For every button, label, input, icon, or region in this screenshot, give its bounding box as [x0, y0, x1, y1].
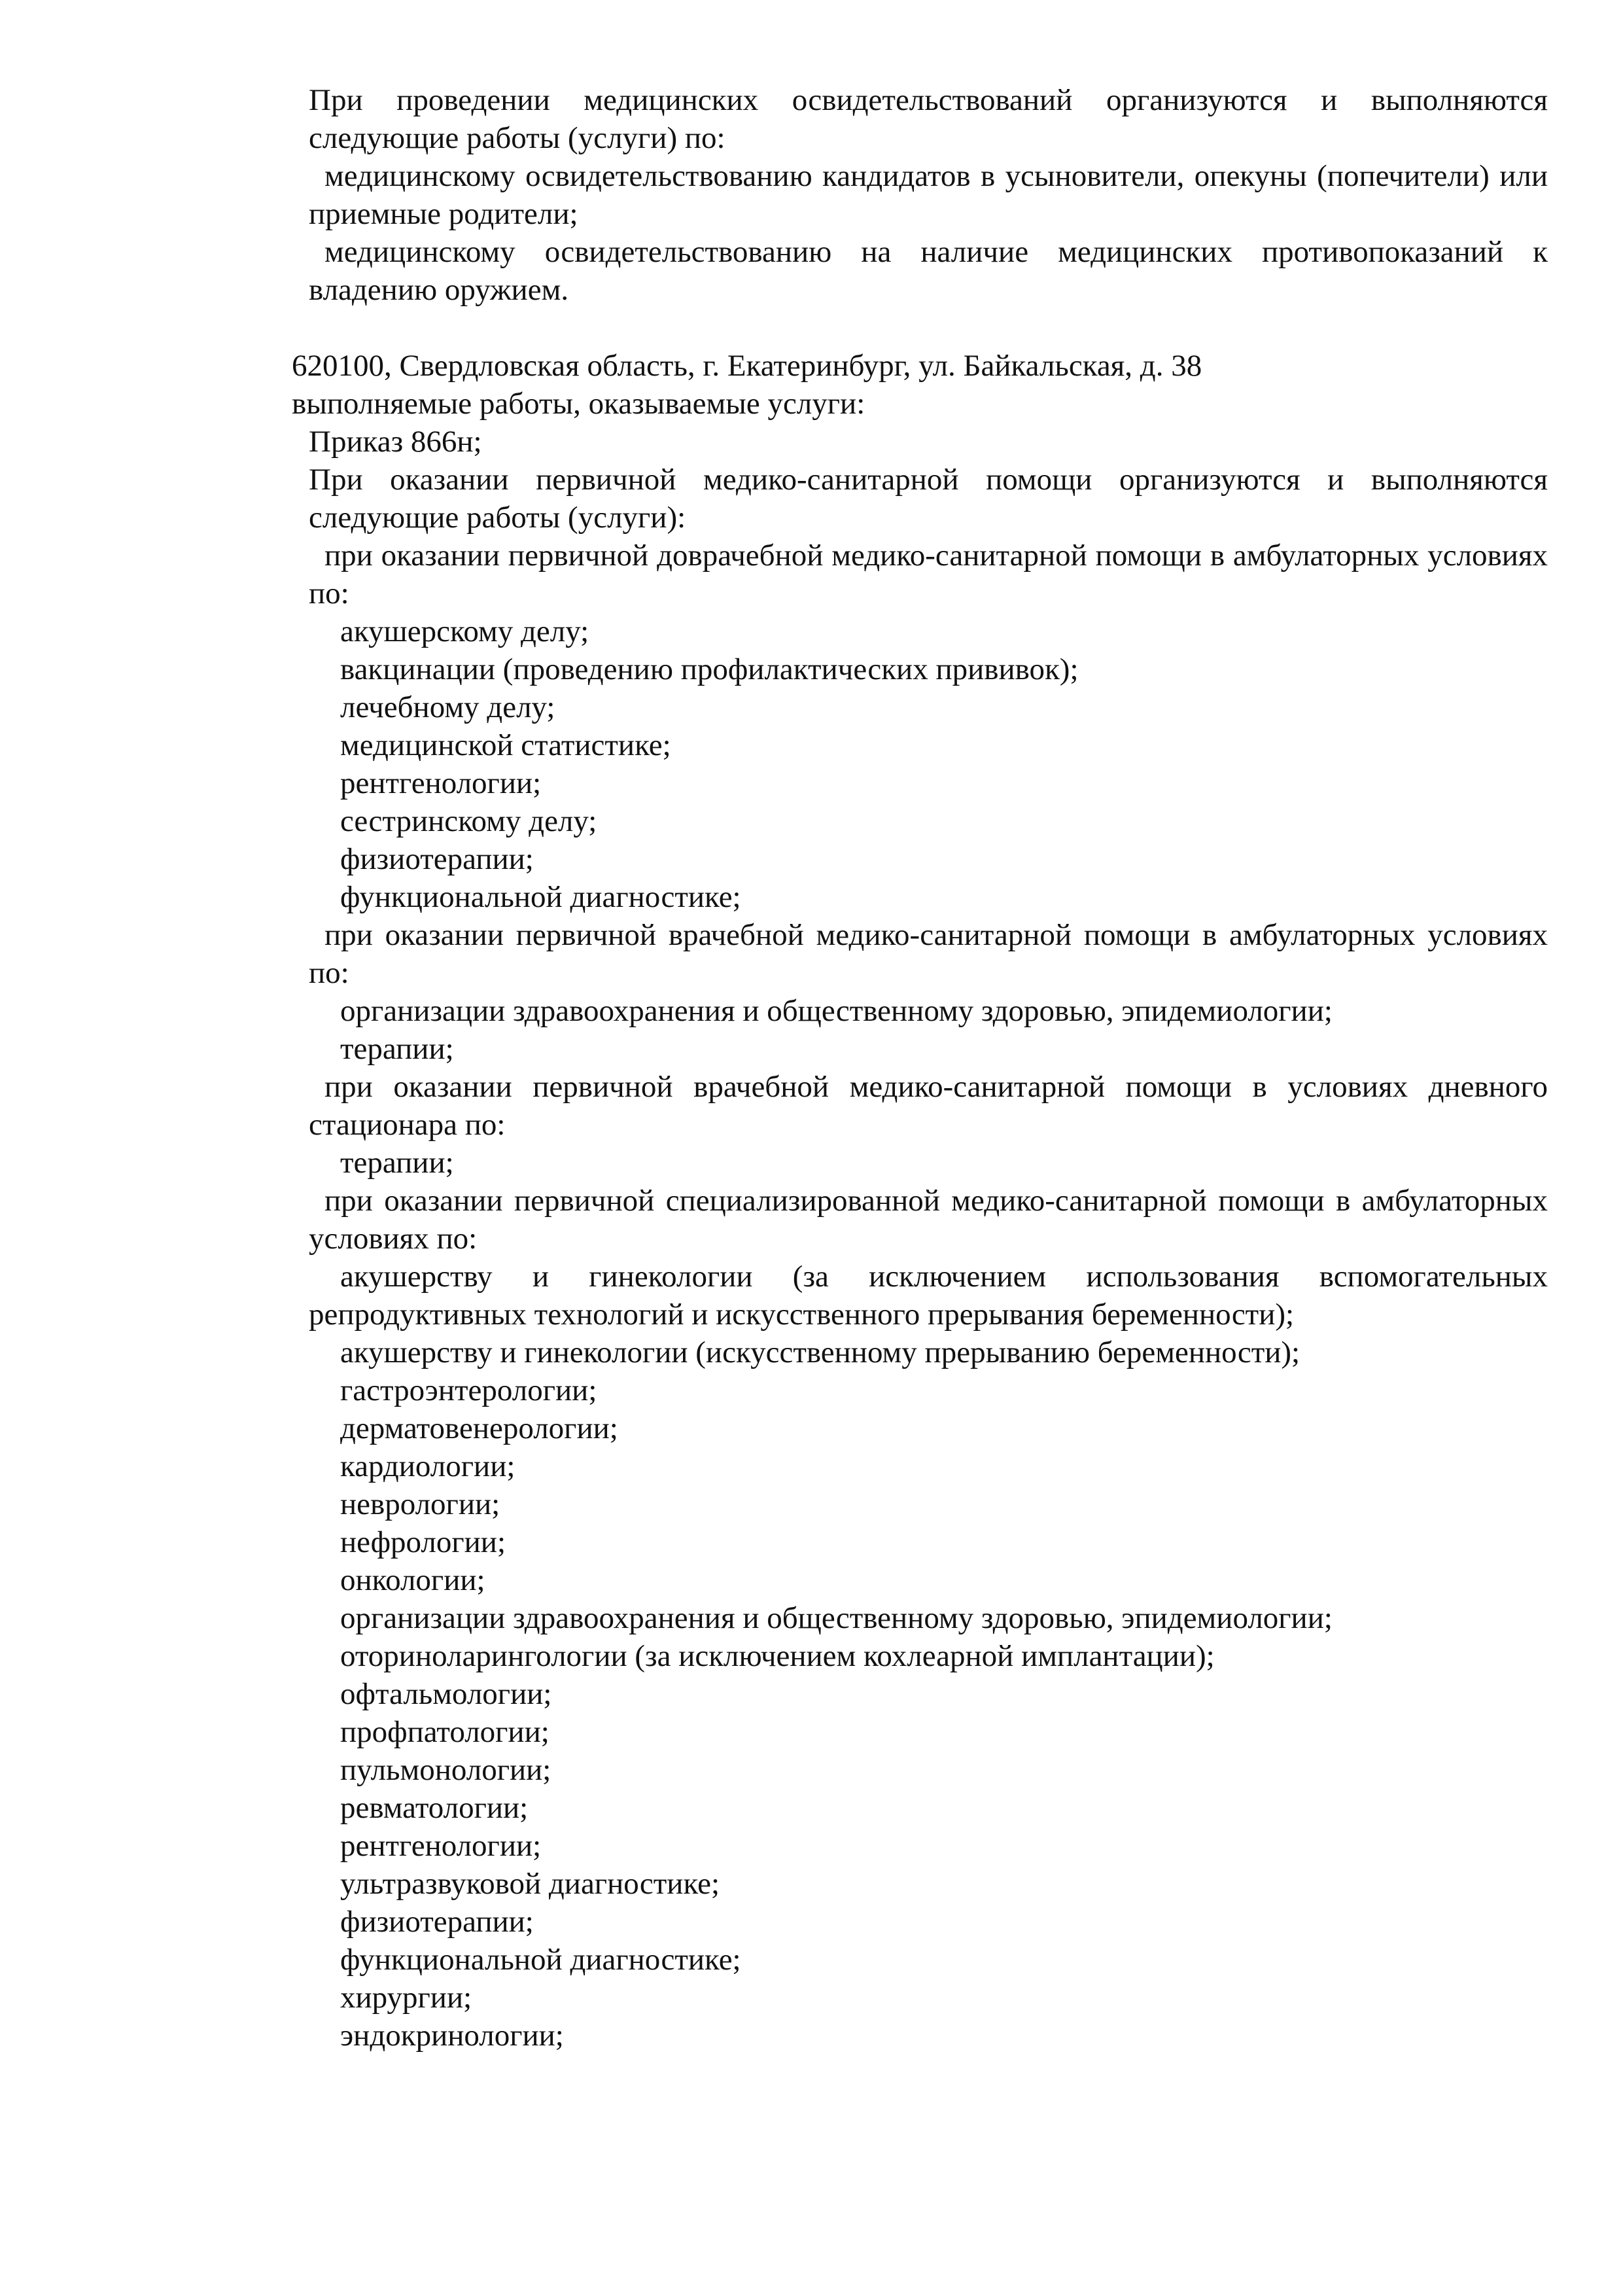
list-item: организации здравоохранения и общественному здоровью, эпидемиологии; — [340, 994, 1333, 1028]
list-item: ультразвуковой диагностике; — [340, 1867, 720, 1901]
list-item: гастроэнтерологии; — [340, 1373, 597, 1407]
list-item: акушерству и гинекологии (за исключением использования вспомогательных репродуктивных технологий и искусственного прерывания беременности); — [309, 1260, 1548, 1332]
order-reference: Приказ 866н; — [309, 425, 482, 459]
list-item: функциональной диагностике; — [340, 880, 741, 914]
list-item: рентгенологии; — [340, 1829, 542, 1863]
list-item: вакцинации (проведению профилактических прививок); — [340, 652, 1079, 686]
list-item: профпатологии; — [340, 1715, 550, 1749]
prevrach-ambulatory-heading: при оказании первичной доврачебной медико-санитарной помощи в амбулаторных условиях по: — [309, 539, 1548, 610]
list-item: ревматологии; — [340, 1791, 529, 1825]
services-heading: выполняемые работы, оказываемые услуги: — [292, 387, 865, 421]
exam-intro-paragraph: При проведении медицинских освидетельствований организуются и выполняются следующие работы (услуги) по: — [309, 83, 1548, 155]
exam-adoption-paragraph: медицинскому освидетельствованию кандидатов в усыновители, опекуны (попечители) или приемные родители; — [309, 159, 1548, 231]
list-item: терапии; — [340, 1032, 454, 1066]
vrach-ambulatory-heading: при оказании первичной врачебной медико-санитарной помощи в амбулаторных условиях по: — [309, 918, 1548, 990]
list-item: неврологии; — [340, 1487, 500, 1521]
list-item: функциональной диагностике; — [340, 1943, 741, 1977]
list-item: пульмонологии; — [340, 1753, 551, 1787]
list-item: офтальмологии; — [340, 1677, 552, 1711]
list-item: нефрологии; — [340, 1525, 506, 1559]
list-item: физиотерапии; — [340, 842, 534, 876]
list-item: лечебному делу; — [340, 690, 555, 724]
list-item: акушерству и гинекологии (искусственному прерыванию беременности); — [340, 1335, 1300, 1369]
list-item: организации здравоохранения и общественному здоровью, эпидемиологии; — [340, 1601, 1333, 1635]
list-item: сестринскому делу; — [340, 804, 597, 838]
list-item: физиотерапии; — [340, 1905, 534, 1939]
list-item: оториноларингологии (за исключением кохлеарной имплантации); — [340, 1639, 1215, 1673]
specialized-ambulatory-heading: при оказании первичной специализированной медико-санитарной помощи в амбулаторных условиях по: — [309, 1184, 1548, 1256]
paragraph-gap — [292, 309, 1548, 347]
list-item: кардиологии; — [340, 1449, 515, 1483]
document-body — [292, 81, 1548, 2055]
list-item: онкологии; — [340, 1563, 485, 1597]
exam-weapons-paragraph: медицинскому освидетельствованию на наличие медицинских противопоказаний к владению оружием. — [309, 235, 1548, 307]
list-item: эндокринологии; — [340, 2019, 564, 2053]
list-item: медицинской статистике; — [340, 728, 671, 762]
address-line: 620100, Свердловская область, г. Екатеринбург, ул. Байкальская, д. 38 — [292, 349, 1202, 383]
list-item: хирургии; — [340, 1981, 472, 2015]
list-item: акушерскому делу; — [340, 614, 589, 648]
vrach-day-hospital-heading: при оказании первичной врачебной медико-санитарной помощи в условиях дневного стационара по: — [309, 1070, 1548, 1142]
primary-care-intro: При оказании первичной медико-санитарной помощи организуются и выполняются следующие работы (услуги): — [309, 463, 1548, 535]
list-item: терапии; — [340, 1146, 454, 1180]
list-item: дерматовенерологии; — [340, 1411, 618, 1445]
list-item: рентгенологии; — [340, 766, 542, 800]
